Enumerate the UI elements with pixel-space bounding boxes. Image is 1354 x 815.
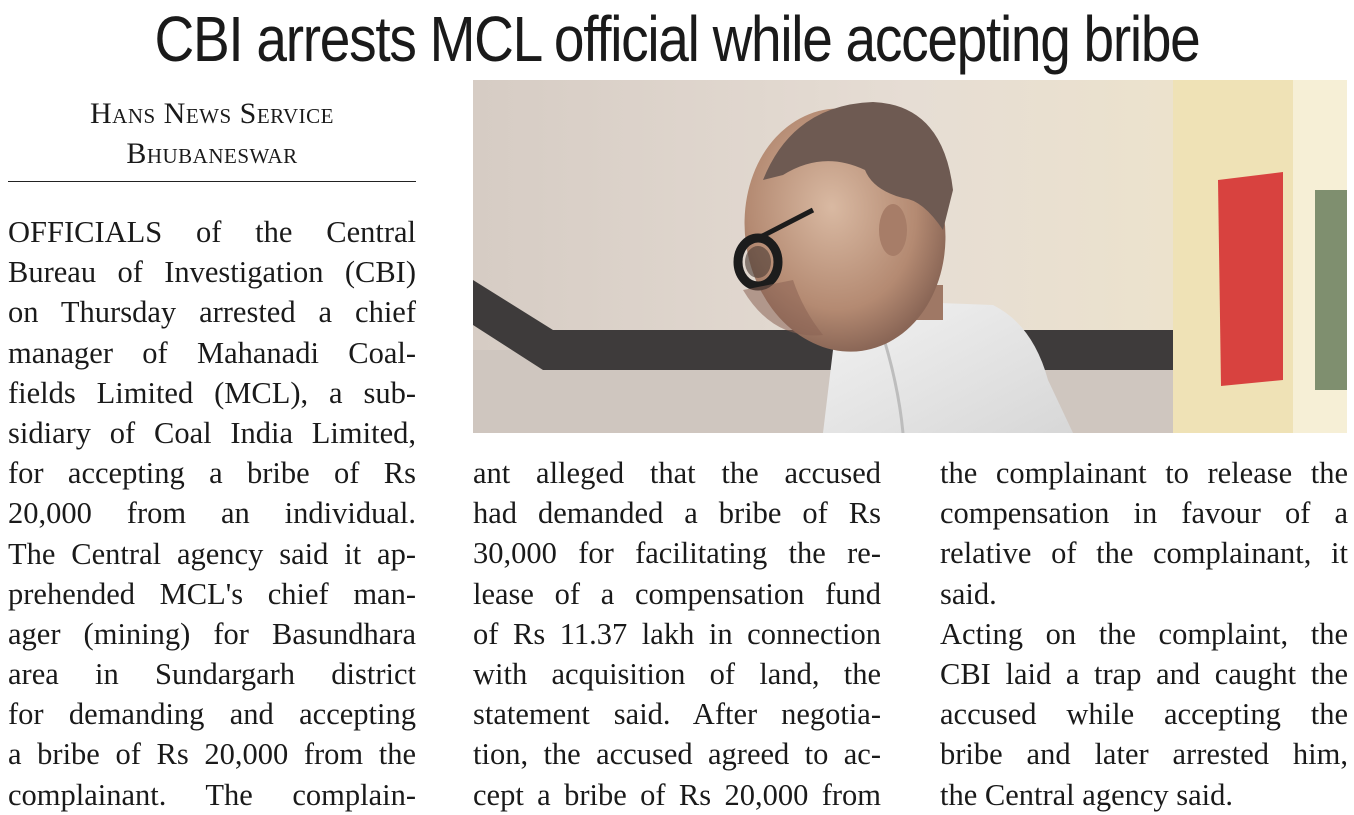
byline-location: Bhubaneswar [126, 137, 298, 170]
article-line: statement said. After negotia- [473, 697, 881, 732]
article-line: relative of the complainant, it [940, 536, 1348, 571]
article-line: tion, the accused agreed to ac- [473, 737, 881, 772]
article-line: of Rs 11.37 lakh in connection [473, 616, 881, 651]
article-line: on Thursday arrested a chief [8, 295, 416, 330]
article-line: for accepting a bribe of Rs [8, 456, 416, 491]
article-line: Bureau of Investigation (CBI) [8, 255, 416, 290]
article-line: 20,000 from an individual. [8, 496, 416, 531]
article-line: for demanding and accepting [8, 697, 416, 732]
article-line: the Central agency said. [940, 777, 1234, 812]
article-line: CBI laid a trap and caught the [940, 656, 1348, 691]
article-line: with acquisition of land, the [473, 656, 881, 691]
article-line: the complainant to release the [940, 456, 1348, 490]
article-column-3 [940, 453, 1348, 815]
byline [8, 94, 416, 174]
article-line: sidiary of Coal India Limited, [8, 415, 416, 450]
article-line: ant alleged that the accused [473, 456, 881, 490]
article-line: fields Limited (MCL), a sub- [8, 375, 416, 410]
article-line: bribe and later arrested him, [940, 737, 1348, 772]
news-photo-illustration [473, 80, 1347, 433]
article-line: complainant. The complain- [8, 777, 416, 812]
article-line: manager of Mahanadi Coal- [8, 335, 416, 370]
article-line: The Central agency said it ap- [8, 536, 416, 571]
headline: CBI arrests MCL official while accepting bribe [154, 3, 1200, 75]
news-photo [473, 80, 1347, 433]
article-line: lease of a compensation fund [473, 576, 881, 611]
byline-agency: Hans News Service [90, 97, 334, 130]
article-line: ager (mining) for Basundhara [8, 616, 416, 651]
article-line: OFFICIALS of the Central [8, 215, 416, 249]
article-line: area in Sundargarh district [8, 657, 416, 692]
article-line: 30,000 for facilitating the re- [473, 536, 881, 571]
article-line: had demanded a bribe of Rs [473, 496, 881, 531]
article-line: cept a bribe of Rs 20,000 from [473, 777, 881, 812]
article-line: said. [940, 576, 997, 611]
article-line: compensation in favour of a [940, 496, 1348, 531]
article-line: prehended MCL's chief man- [8, 576, 416, 611]
article-line: Acting on the complaint, the [940, 616, 1348, 651]
article-column-1 [8, 212, 416, 815]
article-line: a bribe of Rs 20,000 from the [8, 737, 416, 772]
article-column-2 [473, 453, 881, 815]
byline-divider [8, 181, 416, 182]
article-line: accused while accepting the [940, 697, 1348, 732]
